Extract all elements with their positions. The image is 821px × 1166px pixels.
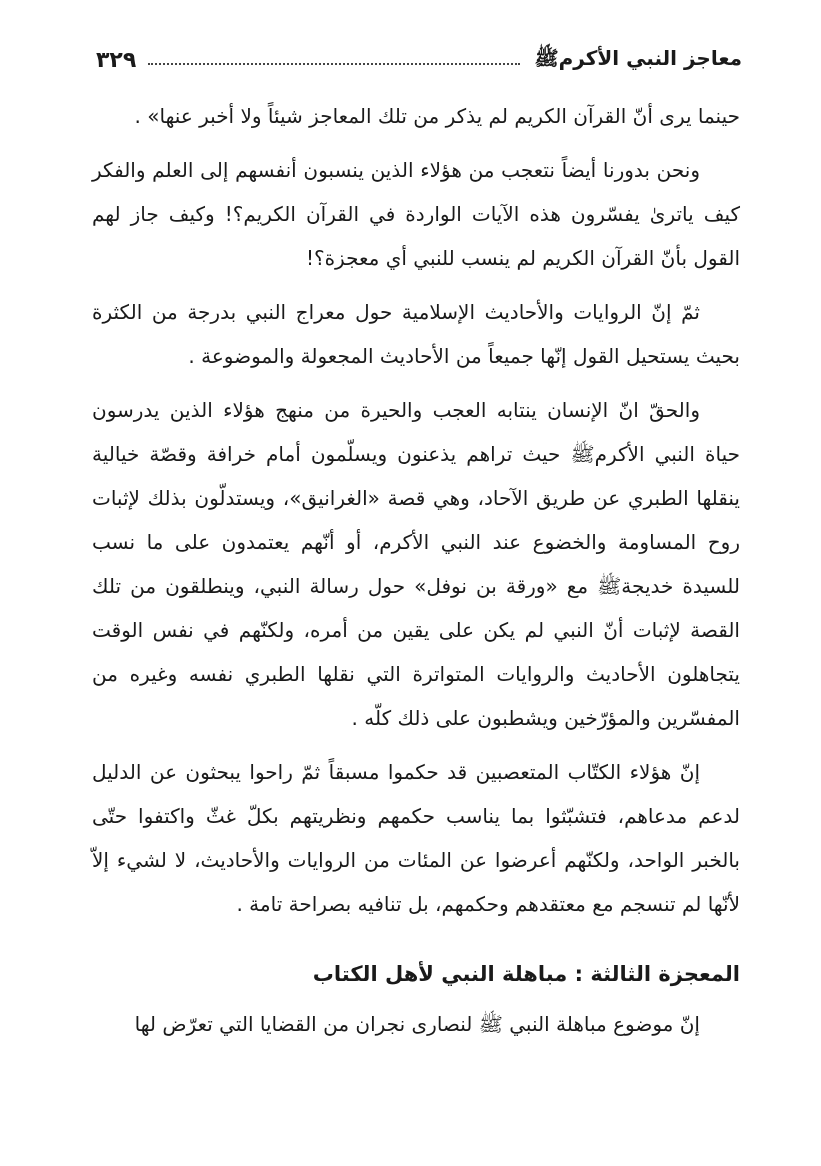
section-heading: المعجزة الثالثة : مباهلة النبي لأهل الكتاب — [312, 962, 740, 986]
paragraph: ونحن بدورنا أيضاً نتعجب من هؤلاء الذين ينسبون أنفسهم إلى العلم والفكر كيف ياترىٰ يفسّرون هذه الآيات الواردة في القرآن الكريم؟! وكيف جاز لهم القول بأنّ القرآن الكريم لم ينسب للنبي أي معجزة؟! — [92, 158, 740, 270]
page-body — [92, 94, 740, 1056]
paragraph: والحقّ انّ الإنسان ينتابه العجب والحيرة من منهج هؤلاء الذين يدرسون حياة النبي الأكرمﷺ حيث تراهم يذعنون ويسلّمون أمام خرافة وقصّة خيالية ينقلها الطبري عن طريق الآحاد، وهي قصة «الغرانيق»، ويستدلّون بذلك لإثبات روح المساومة والخضوع عند النبي الأكرم، أو أنّهم يعتمدون على ما نسب للسيدة خديجةﷺ مع «ورقة بن نوفل» حول رسالة النبي، وينطلقون من تلك القصة لإثبات أنّ النبي لم يكن على يقين من أمره، ولكنّهم في نفس الوقت يتجاهلون الأحاديث والروايات المتواترة التي نقلها الطبري نفسه وغيره من المفسّرين والمؤرّخين ويشطبون على ذلك كلّه . — [92, 398, 740, 730]
paragraph: إنّ هؤلاء الكتّاب المتعصبين قد حكموا مسبقاً ثمّ راحوا يبحثون عن الدليل لدعم مدعاهم، فتشبّثوا بما يناسب حكمهم ونظريتهم بكلّ غثّ واكتفوا حتّى بالخبر الواحد، ولكنّهم أعرضوا عن المئات من الروايات والأحاديث، لا لشيء إلاّ لأنّها لم تنسجم مع معتقدهم وحكمهم، بل تنافيه بصراحة تامة . — [92, 760, 740, 916]
paragraph: ثمّ إنّ الروايات والأحاديث الإسلامية حول معراج النبي بدرجة من الكثرة بحيث يستحيل القول إنّها جميعاً من الأحاديث المجعولة والموضوعة . — [92, 300, 740, 368]
header-dotted-leader — [148, 63, 520, 65]
page-number: ٣٢٩ — [96, 47, 137, 73]
paragraph-continuation: حينما يرى أنّ القرآن الكريم لم يذكر من تلك المعاجز شيئاً ولا أخبر عنها» . — [134, 104, 740, 128]
running-header-title: معاجز النبي الأكرمﷺ — [534, 45, 742, 70]
running-header — [96, 40, 742, 80]
paragraph: إنّ موضوع مباهلة النبي ﷺ لنصارى نجران من القضايا التي تعرّض لها — [134, 1012, 700, 1036]
